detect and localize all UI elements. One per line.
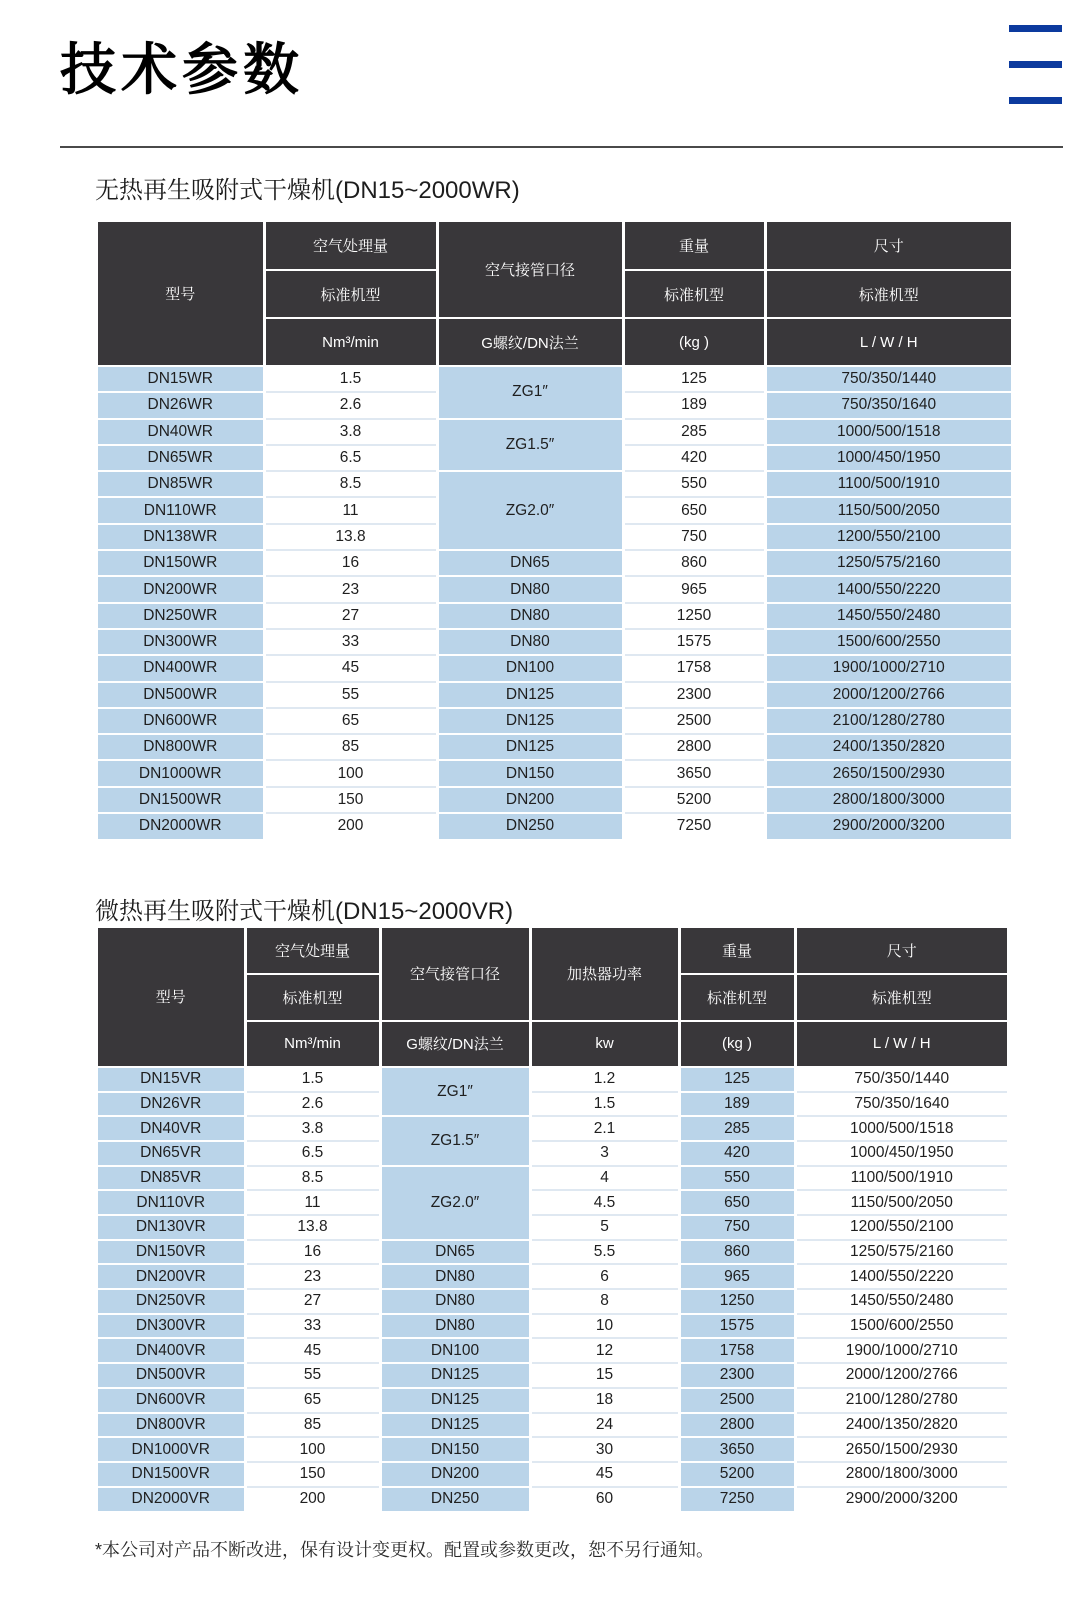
model-cell: DN800WR (98, 734, 264, 760)
dimensions-cell: 1400/550/2220 (795, 1264, 1007, 1289)
blue-bar-icon (1009, 25, 1062, 32)
table-row (98, 1240, 1007, 1265)
capacity-cell: 11 (245, 1190, 380, 1215)
heater-power-cell: 18 (530, 1388, 679, 1413)
weight-cell: 650 (679, 1190, 795, 1215)
header-capacity-unit: Nm³/min (264, 318, 437, 366)
weight-cell: 189 (679, 1092, 795, 1117)
dimensions-cell: 2400/1350/2820 (765, 734, 1011, 760)
weight-cell: 5200 (679, 1462, 795, 1487)
capacity-cell: 1.5 (264, 366, 437, 392)
model-cell: DN200VR (98, 1264, 245, 1289)
weight-cell: 125 (679, 1067, 795, 1092)
header-pipe-unit: G螺纹/DN法兰 (437, 318, 623, 366)
weight-cell: 550 (679, 1166, 795, 1191)
capacity-cell: 3.8 (245, 1116, 380, 1141)
pipe-size-cell: ZG1.5″ (437, 419, 623, 472)
header-pipe-unit: G螺纹/DN法兰 (380, 1021, 530, 1067)
model-cell: DN400WR (98, 655, 264, 681)
pipe-size-cell: DN80 (437, 629, 623, 655)
dimensions-cell: 1900/1000/2710 (795, 1338, 1007, 1363)
model-cell: DN300VR (98, 1314, 245, 1339)
weight-cell: 125 (623, 366, 765, 392)
dimensions-cell: 1250/575/2160 (765, 550, 1011, 576)
table-row (98, 603, 1011, 629)
model-cell: DN110WR (98, 497, 264, 523)
model-cell: DN600WR (98, 708, 264, 734)
header-size-group: 尺寸 (795, 928, 1007, 974)
dimensions-cell: 2650/1500/2930 (765, 760, 1011, 786)
pipe-size-cell: ZG1.5″ (380, 1116, 530, 1165)
model-cell: DN300WR (98, 629, 264, 655)
heater-power-cell: 15 (530, 1363, 679, 1388)
heater-power-cell: 12 (530, 1338, 679, 1363)
dimensions-cell: 1150/500/2050 (795, 1190, 1007, 1215)
pipe-size-cell: DN65 (380, 1240, 530, 1265)
weight-cell: 860 (623, 550, 765, 576)
weight-cell: 7250 (679, 1487, 795, 1512)
dimensions-cell: 1250/575/2160 (795, 1240, 1007, 1265)
capacity-cell: 6.5 (245, 1141, 380, 1166)
model-cell: DN85VR (98, 1166, 245, 1191)
model-cell: DN65VR (98, 1141, 245, 1166)
header-weight-group: 重量 (679, 928, 795, 974)
pipe-size-cell: DN80 (380, 1289, 530, 1314)
dimensions-cell: 2000/1200/2766 (765, 682, 1011, 708)
dimensions-cell: 1100/500/1910 (765, 471, 1011, 497)
blue-bar-icon (1009, 61, 1062, 68)
header-weight-sub: 标准机型 (623, 270, 765, 318)
weight-cell: 2300 (679, 1363, 795, 1388)
pipe-size-cell: DN80 (380, 1264, 530, 1289)
dimensions-cell: 1000/500/1518 (795, 1116, 1007, 1141)
capacity-cell: 100 (245, 1437, 380, 1462)
brand-bars-decoration (1009, 25, 1062, 104)
table-row (98, 1166, 1007, 1191)
dimensions-cell: 2800/1800/3000 (765, 787, 1011, 813)
capacity-cell: 13.8 (264, 524, 437, 550)
footnote: *本公司对产品不断改进，保有设计变更权。配置或参数更改，恕不另行通知。 (95, 1540, 715, 1560)
pipe-size-cell: DN125 (380, 1388, 530, 1413)
capacity-cell: 1.5 (245, 1067, 380, 1092)
pipe-size-cell: DN80 (380, 1314, 530, 1339)
header-weight-sub: 标准机型 (679, 974, 795, 1020)
table-row (98, 1388, 1007, 1413)
table-row (98, 550, 1011, 576)
table-row (98, 1462, 1007, 1487)
header-pipe-group: 空气接管口径 (380, 928, 530, 1021)
table2-header (98, 928, 1007, 1067)
heater-power-cell: 10 (530, 1314, 679, 1339)
pipe-size-cell: DN125 (437, 682, 623, 708)
header-power-group: 加热器功率 (530, 928, 679, 1021)
pipe-size-cell: DN150 (437, 760, 623, 786)
title-divider (60, 146, 1063, 148)
capacity-cell: 45 (264, 655, 437, 681)
table-row (98, 1289, 1007, 1314)
capacity-cell: 3.8 (264, 419, 437, 445)
heater-power-cell: 2.1 (530, 1116, 679, 1141)
capacity-cell: 200 (245, 1487, 380, 1512)
table-row (98, 1264, 1007, 1289)
model-cell: DN1500WR (98, 787, 264, 813)
model-cell: DN110VR (98, 1190, 245, 1215)
weight-cell: 860 (679, 1240, 795, 1265)
heater-power-cell: 30 (530, 1437, 679, 1462)
model-cell: DN40WR (98, 419, 264, 445)
table-row (98, 760, 1011, 786)
weight-cell: 2800 (679, 1413, 795, 1438)
model-cell: DN15VR (98, 1067, 245, 1092)
table-row (98, 1363, 1007, 1388)
pipe-size-cell: DN125 (437, 708, 623, 734)
heater-power-cell: 8 (530, 1289, 679, 1314)
capacity-cell: 11 (264, 497, 437, 523)
header-capacity-group: 空气处理量 (264, 222, 437, 270)
capacity-cell: 85 (264, 734, 437, 760)
weight-cell: 420 (623, 445, 765, 471)
table1-section-title: 无热再生吸附式干燥机(DN15~2000WR) (95, 177, 520, 204)
weight-cell: 5200 (623, 787, 765, 813)
model-cell: DN150VR (98, 1240, 245, 1265)
weight-cell: 750 (623, 524, 765, 550)
pipe-size-cell: DN80 (437, 603, 623, 629)
weight-cell: 3650 (679, 1437, 795, 1462)
pipe-size-cell: DN125 (380, 1413, 530, 1438)
header-size-unit: L / W / H (795, 1021, 1007, 1067)
header-pipe-group: 空气接管口径 (437, 222, 623, 318)
dimensions-cell: 2900/2000/3200 (795, 1487, 1007, 1512)
table2-section-title: 微热再生吸附式干燥机(DN15~2000VR) (95, 898, 514, 925)
table-row (98, 629, 1011, 655)
table1-header (98, 222, 1011, 366)
table-row (98, 1413, 1007, 1438)
model-cell: DN800VR (98, 1413, 245, 1438)
pipe-size-cell: DN100 (380, 1338, 530, 1363)
model-cell: DN400VR (98, 1338, 245, 1363)
header-capacity-sub: 标准机型 (245, 974, 380, 1020)
dimensions-cell: 1000/500/1518 (765, 419, 1011, 445)
capacity-cell: 33 (245, 1314, 380, 1339)
table-row (98, 655, 1011, 681)
weight-cell: 7250 (623, 813, 765, 839)
table-row (98, 576, 1011, 602)
weight-cell: 750 (679, 1215, 795, 1240)
table2-body (98, 1067, 1007, 1511)
pipe-size-cell: DN200 (380, 1462, 530, 1487)
table-row (98, 1092, 1007, 1117)
weight-cell: 1250 (679, 1289, 795, 1314)
capacity-cell: 8.5 (264, 471, 437, 497)
capacity-cell: 27 (264, 603, 437, 629)
dimensions-cell: 1200/550/2100 (765, 524, 1011, 550)
table-row (98, 1487, 1007, 1512)
header-power-unit: kw (530, 1021, 679, 1067)
table-row (98, 682, 1011, 708)
model-cell: DN85WR (98, 471, 264, 497)
heater-power-cell: 4.5 (530, 1190, 679, 1215)
weight-cell: 965 (679, 1264, 795, 1289)
heater-power-cell: 5 (530, 1215, 679, 1240)
weight-cell: 3650 (623, 760, 765, 786)
dimensions-cell: 2900/2000/3200 (765, 813, 1011, 839)
heater-power-cell: 6 (530, 1264, 679, 1289)
capacity-cell: 16 (264, 550, 437, 576)
dimensions-cell: 1900/1000/2710 (765, 655, 1011, 681)
weight-cell: 1575 (679, 1314, 795, 1339)
dimensions-cell: 1000/450/1950 (795, 1141, 1007, 1166)
model-cell: DN2000VR (98, 1487, 245, 1512)
weight-cell: 1250 (623, 603, 765, 629)
pipe-size-cell: DN100 (437, 655, 623, 681)
model-cell: DN500VR (98, 1363, 245, 1388)
pipe-size-cell: ZG1″ (437, 366, 623, 419)
weight-cell: 2500 (623, 708, 765, 734)
capacity-cell: 65 (245, 1388, 380, 1413)
pipe-size-cell: DN125 (380, 1363, 530, 1388)
model-cell: DN200WR (98, 576, 264, 602)
capacity-cell: 200 (264, 813, 437, 839)
heated-dryer-table (98, 928, 1007, 1512)
dimensions-cell: 1500/600/2550 (795, 1314, 1007, 1339)
model-cell: DN130VR (98, 1215, 245, 1240)
heater-power-cell: 60 (530, 1487, 679, 1512)
capacity-cell: 23 (245, 1264, 380, 1289)
dimensions-cell: 750/350/1440 (795, 1067, 1007, 1092)
pipe-size-cell: DN250 (380, 1487, 530, 1512)
table-row (98, 734, 1011, 760)
table-row (98, 1215, 1007, 1240)
model-cell: DN600VR (98, 1388, 245, 1413)
table-row (98, 1338, 1007, 1363)
heater-power-cell: 3 (530, 1141, 679, 1166)
capacity-cell: 23 (264, 576, 437, 602)
dimensions-cell: 1000/450/1950 (765, 445, 1011, 471)
capacity-cell: 27 (245, 1289, 380, 1314)
dimensions-cell: 2800/1800/3000 (795, 1462, 1007, 1487)
capacity-cell: 55 (245, 1363, 380, 1388)
table-row (98, 471, 1011, 497)
capacity-cell: 13.8 (245, 1215, 380, 1240)
header-row (98, 928, 1007, 974)
dimensions-cell: 1100/500/1910 (795, 1166, 1007, 1191)
table-row (98, 1314, 1007, 1339)
model-cell: DN250WR (98, 603, 264, 629)
dimensions-cell: 1150/500/2050 (765, 497, 1011, 523)
heatless-dryer-table (98, 222, 1011, 840)
pipe-size-cell: DN65 (437, 550, 623, 576)
table-row (98, 1116, 1007, 1141)
dimensions-cell: 750/350/1640 (795, 1092, 1007, 1117)
weight-cell: 550 (623, 471, 765, 497)
table-row (98, 1141, 1007, 1166)
dimensions-cell: 1400/550/2220 (765, 576, 1011, 602)
weight-cell: 650 (623, 497, 765, 523)
pipe-size-cell: DN250 (437, 813, 623, 839)
table-row (98, 787, 1011, 813)
model-cell: DN2000WR (98, 813, 264, 839)
dimensions-cell: 2400/1350/2820 (795, 1413, 1007, 1438)
dimensions-cell: 1200/550/2100 (795, 1215, 1007, 1240)
weight-cell: 285 (623, 419, 765, 445)
model-cell: DN500WR (98, 682, 264, 708)
weight-cell: 2500 (679, 1388, 795, 1413)
weight-cell: 1758 (679, 1338, 795, 1363)
model-cell: DN1000VR (98, 1437, 245, 1462)
capacity-cell: 8.5 (245, 1166, 380, 1191)
blue-bar-icon (1009, 97, 1062, 104)
capacity-cell: 6.5 (264, 445, 437, 471)
pipe-size-cell: DN200 (437, 787, 623, 813)
table1-body (98, 366, 1011, 839)
capacity-cell: 85 (245, 1413, 380, 1438)
capacity-cell: 2.6 (264, 392, 437, 418)
heater-power-cell: 5.5 (530, 1240, 679, 1265)
heater-power-cell: 4 (530, 1166, 679, 1191)
header-model: 型号 (98, 222, 264, 366)
header-capacity-sub: 标准机型 (264, 270, 437, 318)
header-row (98, 222, 1011, 270)
capacity-cell: 150 (245, 1462, 380, 1487)
weight-cell: 965 (623, 576, 765, 602)
dimensions-cell: 2100/1280/2780 (765, 708, 1011, 734)
model-cell: DN1000WR (98, 760, 264, 786)
table-row (98, 813, 1011, 839)
header-weight-group: 重量 (623, 222, 765, 270)
capacity-cell: 100 (264, 760, 437, 786)
pipe-size-cell: DN150 (380, 1437, 530, 1462)
pipe-size-cell: ZG1″ (380, 1067, 530, 1116)
dimensions-cell: 750/350/1640 (765, 392, 1011, 418)
table-row (98, 1437, 1007, 1462)
heater-power-cell: 1.5 (530, 1092, 679, 1117)
weight-cell: 2800 (623, 734, 765, 760)
dimensions-cell: 1450/550/2480 (795, 1289, 1007, 1314)
header-size-group: 尺寸 (765, 222, 1011, 270)
dimensions-cell: 750/350/1440 (765, 366, 1011, 392)
header-model: 型号 (98, 928, 245, 1067)
capacity-cell: 150 (264, 787, 437, 813)
header-size-unit: L / W / H (765, 318, 1011, 366)
dimensions-cell: 1500/600/2550 (765, 629, 1011, 655)
dimensions-cell: 2650/1500/2930 (795, 1437, 1007, 1462)
capacity-cell: 45 (245, 1338, 380, 1363)
header-size-sub: 标准机型 (765, 270, 1011, 318)
pipe-size-cell: ZG2.0″ (380, 1166, 530, 1240)
header-capacity-unit: Nm³/min (245, 1021, 380, 1067)
dimensions-cell: 2100/1280/2780 (795, 1388, 1007, 1413)
header-size-sub: 标准机型 (795, 974, 1007, 1020)
table-row (98, 708, 1011, 734)
weight-cell: 285 (679, 1116, 795, 1141)
pipe-size-cell: DN125 (437, 734, 623, 760)
table-row (98, 366, 1011, 392)
model-cell: DN26WR (98, 392, 264, 418)
table-row (98, 1067, 1007, 1092)
dimensions-cell: 2000/1200/2766 (795, 1363, 1007, 1388)
header-weight-unit: (kg ) (623, 318, 765, 366)
table-row (98, 419, 1011, 445)
model-cell: DN26VR (98, 1092, 245, 1117)
pipe-size-cell: DN80 (437, 576, 623, 602)
page-title: 技术参数 (60, 38, 304, 101)
model-cell: DN250VR (98, 1289, 245, 1314)
model-cell: DN40VR (98, 1116, 245, 1141)
heater-power-cell: 45 (530, 1462, 679, 1487)
model-cell: DN15WR (98, 366, 264, 392)
heater-power-cell: 1.2 (530, 1067, 679, 1092)
capacity-cell: 2.6 (245, 1092, 380, 1117)
model-cell: DN1500VR (98, 1462, 245, 1487)
heater-power-cell: 24 (530, 1413, 679, 1438)
capacity-cell: 65 (264, 708, 437, 734)
model-cell: DN150WR (98, 550, 264, 576)
capacity-cell: 55 (264, 682, 437, 708)
header-weight-unit: (kg ) (679, 1021, 795, 1067)
weight-cell: 2300 (623, 682, 765, 708)
weight-cell: 1575 (623, 629, 765, 655)
weight-cell: 420 (679, 1141, 795, 1166)
weight-cell: 189 (623, 392, 765, 418)
pipe-size-cell: ZG2.0″ (437, 471, 623, 550)
table-row (98, 1190, 1007, 1215)
model-cell: DN138WR (98, 524, 264, 550)
header-capacity-group: 空气处理量 (245, 928, 380, 974)
capacity-cell: 16 (245, 1240, 380, 1265)
capacity-cell: 33 (264, 629, 437, 655)
dimensions-cell: 1450/550/2480 (765, 603, 1011, 629)
weight-cell: 1758 (623, 655, 765, 681)
model-cell: DN65WR (98, 445, 264, 471)
